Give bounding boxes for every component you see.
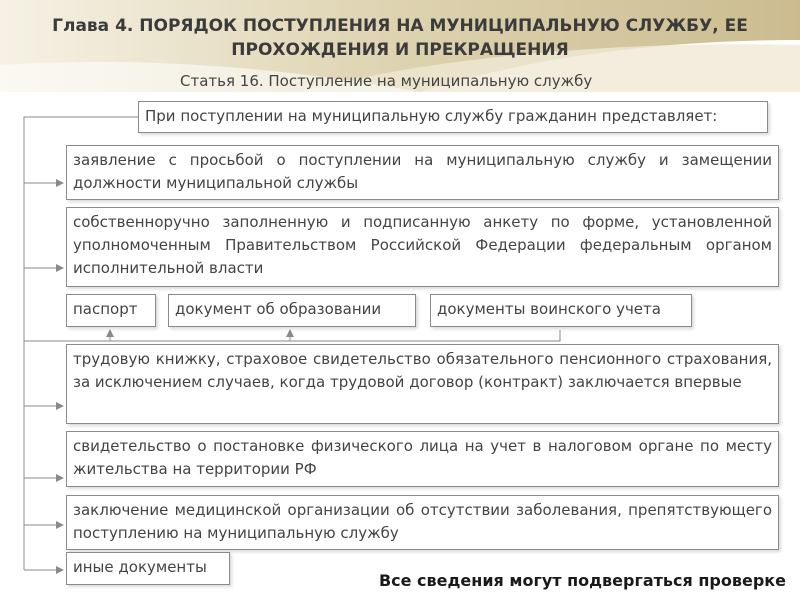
page-title-line-2: ПРОХОЖДЕНИЯ И ПРЕКРАЩЕНИЯ: [231, 40, 569, 60]
item-box-questionnaire: [66, 207, 779, 287]
item-box-education: [168, 294, 416, 327]
item-box-military: [430, 294, 692, 327]
lead-box: [138, 101, 768, 133]
item-text-questionnaire: собственноручно заполненную и подписанную анкету по форме, установленной уполномоченным Правительством Российской Федерации федеральным органом исполнительной власти: [73, 213, 772, 277]
item-text-application: заявление с просьбой о поступлении на муниципальную службу и замещении должности муниципальной службы: [73, 151, 772, 192]
footer-note: Все сведения могут подвергаться проверке: [378, 571, 786, 590]
item-box-medical: [66, 495, 779, 550]
lead-text: При поступлении на муниципальную службу гражданин представляет:: [145, 107, 718, 125]
connector-row-bus: [24, 330, 560, 341]
item-text-military: документы воинского учета: [437, 300, 661, 318]
item-text-medical: заключение медицинской организации об отсутствии заболевания, препятствующего поступлению на муниципальную службу: [73, 501, 772, 542]
item-box-workbook: [66, 344, 779, 424]
item-box-tax-certificate: [66, 431, 779, 487]
item-box-other: [66, 552, 230, 585]
item-text-passport: паспорт: [73, 300, 138, 318]
item-text-education: документ об образовании: [175, 300, 382, 318]
page-title-line-1: Глава 4. ПОРЯДОК ПОСТУПЛЕНИЯ НА МУНИЦИПАЛЬНУЮ СЛУЖБУ, ЕЕ: [52, 16, 748, 36]
item-text-tax-certificate: свидетельство о постановке физического лица на учет в налоговом органе по месту жительства на территории РФ: [73, 437, 772, 478]
item-box-passport: [66, 294, 156, 327]
item-text-other: иные документы: [73, 558, 207, 576]
item-box-application: [66, 145, 779, 200]
article-subtitle: Статья 16. Поступление на муниципальную службу: [180, 72, 593, 90]
item-text-workbook: трудовую книжку, страховое свидетельство обязательного пенсионного страхования, за исключением случаев, когда трудовой договор (контракт) заключается впервые: [73, 350, 772, 391]
